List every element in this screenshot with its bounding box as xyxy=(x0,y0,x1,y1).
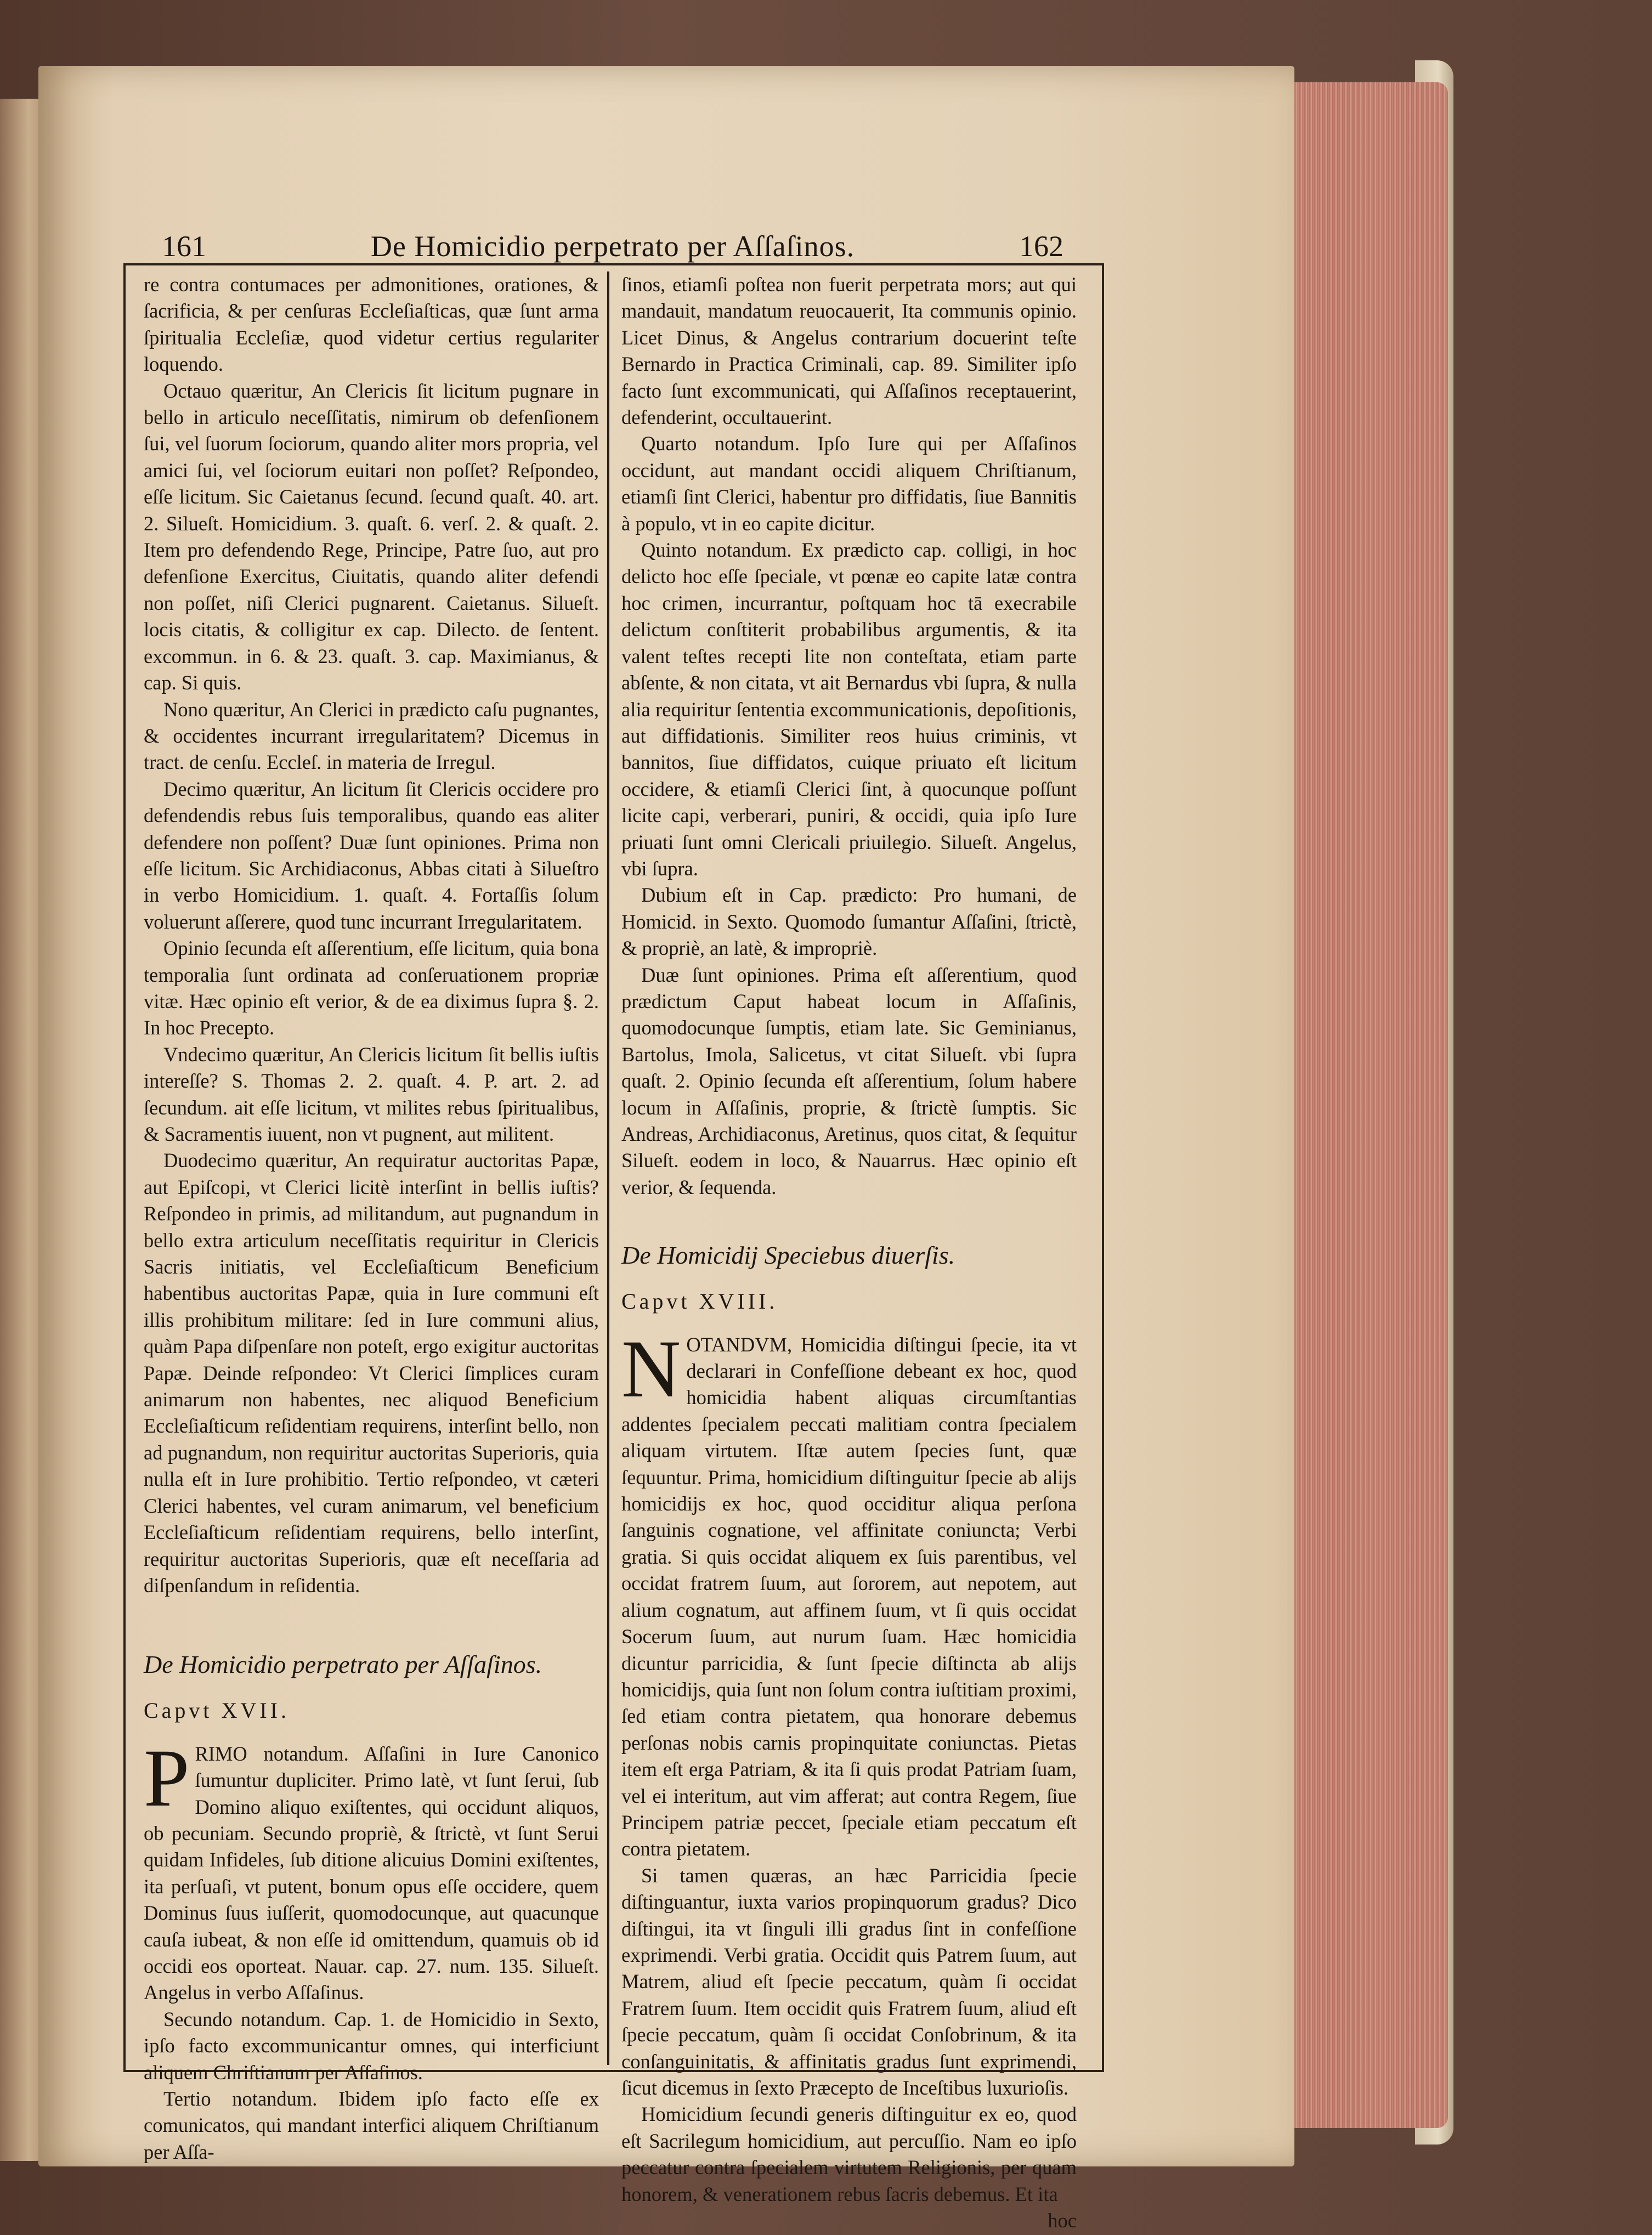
page-number-right: 162 xyxy=(1019,230,1063,263)
paragraph: Duæ ſunt opiniones. Prima eſt aſſerentium, quod prædictum Caput habeat locum in Aſſaſinis, quomodocunque ſumptis, etiam late. Sic Geminianus, Bartolus, Imola, Salicetus, vt citat Silueſt. vbi ſupra quaſt. 2. Opinio ſecunda eſt aſſerentium, ſolum habere locum in Aſſaſinis, proprie, & ſtrictè ſumptis. Sic Andreas, Archidiaconus, Aretinus, quos citat, & ſequitur Silueſt. eodem in loco, & Nauarrus. Hæc opinio eſt verior, & ſequenda. xyxy=(621,963,1077,1198)
paragraph: Vndecimo quæritur, An Clericis licitum ſit bellis iuſtis intereſſe? S. Thomas 2. 2. quaſt. 4. P. art. 2. ad ſecundum. ait eſſe licitum, vt milites rebus ſpiritualibus, & Sacramentis iuuent, non vt pugnent, aut militent. xyxy=(144,1043,599,1145)
page-fore-edge xyxy=(1283,82,1448,2128)
paragraph: re contra contumaces per admonitiones, orationes, & ſacrificia, & per cenſuras Eccleſiaſticas, quæ ſunt arma ſpiritualia Eccleſiæ, quod videtur certius regulariter loquendo. xyxy=(144,273,599,376)
paragraph: ſinos, etiamſi poſtea non fuerit perpetrata mors; aut qui mandauit, mandatum reuocauerit, Ita communis opinio. Licet Dinus, & Angelus contrarium docuerint teſte Bernardo in Practica Criminali, cap. 89. Similiter ipſo facto ſunt excommunicati, qui Aſſaſinos receptauerint, defenderint, occultauerint. xyxy=(621,273,1077,429)
page-number-left: 161 xyxy=(162,230,206,263)
paragraph: Dubium eſt in Cap. prædicto: Pro humani, de Homicid. in Sexto. Quomodo ſumantur Aſſaſini, ſtrictè, & propriè, an latè, & impropriè. xyxy=(621,884,1077,960)
drop-cap: P xyxy=(144,1732,190,1824)
chapter-heading: Capvt XVIII. xyxy=(621,1289,778,1314)
paragraph: Decimo quæritur, An licitum ſit Clericis occidere pro defendendis rebus ſuis temporalibus, quando eas aliter defendere non poſſent? Duæ ſunt opiniones. Prima non eſſe licitum. Sic Archidiaconus, Abbas citati à Silueſtro in verbo Homicidium. 1. quaſt. 4. Fortaſſis ſolum voluerunt aſſerere, quod tunc incurrant Irregularitatem. xyxy=(144,777,599,933)
catchword: hoc xyxy=(1048,2209,1077,2232)
paragraph: Quarto notandum. Ipſo Iure qui per Aſſaſinos occidunt, aut mandant occidi aliquem Chriſtianum, etiamſi ſint Clerici, habentur pro diffidatis, ſiue Bannitis à populo, vt in eo capite dicitur. xyxy=(621,432,1077,535)
paragraph: Homicidium ſecundi generis diſtinguitur ex eo, quod eſt Sacrilegum homicidium, aut percuſſio. Nam eo ipſo peccatur contra ſpecialem virtutem Religionis, per quam honorem, & venerationem rebus ſacris debemus. Et ita xyxy=(621,2103,1077,2205)
paragraph: Secundo notandum. Cap. 1. de Homicidio in Sexto, ipſo facto excommunicantur omnes, qui interficiunt aliquem Chriſtianum per Aſſaſinos. xyxy=(144,2007,599,2084)
running-head xyxy=(123,229,1102,262)
paragraph: Quinto notandum. Ex prædicto cap. colligi, in hoc delicto hoc eſſe ſpeciale, vt pœnæ eo capite latæ contra hoc crimen, incurrantur, poſtquam hoc tā execrabile delictum conſtiterit probabilibus argumentis, & ita valent teſtes recepti lite non conteſtata, etiam parte abſente, & non citata, vt ait Bernardus vbi ſupra, & nulla alia requiritur ſententia excommunicationis, depoſitionis, aut diffidationis. Similiter reos huius criminis, vt bannitos, ſiue diffidatos, cuique priuato eſt licitum occidere, & etiamſi Clerici ſint, à quocunque poſſunt licite capi, verberari, puniri, & occidi, quia ipſo Iure priuati ſunt omni Clericali priuilegio. Silueſt. Angelus, vbi ſupra. xyxy=(621,539,1077,880)
paragraph: RIMO notandum. Aſſaſini in Iure Canonico ſumuntur dupliciter. Primo latè, vt ſunt ſerui, ſub Domino aliquo exiſtentes, qui occidunt aliquos, ob pecuniam. Secundo propriè, & ſtrictè, vt ſunt Serui quidam Infideles, ſub ditione alicuius Domini exiſtentes, ita perſuaſi, vt putent, bonum opus eſſe occidere, quem Dominus ſuus iuſſerit, quomodocunque, aut quacunque cauſa iubeat, & non eſſe id omittendum, quamuis ob id occidi eos oporteat. Nauar. cap. 27. num. 135. Silueſt. Angelus in verbo Aſſaſinus. xyxy=(144,1742,599,2004)
section-title: De Homicidij Speciebus diuerſis. xyxy=(621,1241,955,1270)
chapter-heading: Capvt XVII. xyxy=(144,1698,290,1723)
paragraph: OTANDVM, Homicidia diſtingui ſpecie, ita vt declarari in Confeſſione debeant ex hoc, quod homicidia habent aliquas circumſtantias addentes ſpecialem peccati malitiam contra ſpecialem aliquam virtutem. Iſtæ autem ſpecies ſunt, quæ ſequuntur. Prima, homicidium diſtinguitur ſpecie ab alijs homicidijs ex hoc, quod occiditur aliqua perſona ſanguinis cognatione, vel affinitate coniuncta; Verbi gratia. Si quis occidat aliquem ex ſuis parentibus, vel occidat fratrem ſuum, aut ſororem, aut nepotem, aut alium cognatum, aut affinem ſuum, vt ſi quis occidat Socerum ſuum, aut nurum ſuam. Hæc homicidia dicuntur parricidia, & ſunt ſpecie diſtincta ab alijs homicidijs, quia ſunt non ſolum contra iuſtitiam proximi, ſed etiam contra pietatem, qua honorare debemus perſonas nobis carnis propinquitate coniunctas. Pietas item eſt erga Patriam, & ita ſi quis prodat Patriam ſuam, vel ei interitum, aut vim afferat; aut contra Regem, ſiue Principem patriæ peccet, ſpeciale etiam peccatum eſt contra pietatem. xyxy=(621,1333,1077,1860)
paragraph: Octauo quæritur, An Clericis ſit licitum pugnare in bello in articulo neceſſitatis, nimirum ob defenſionem ſui, vel ſuorum ſociorum, quando aliter mors propria, vel amici ſui, vel ſociorum euitari non poſſet? Reſpondeo, eſſe licitum. Sic Caietanus ſecund. ſecund quaſt. 40. art. 2. Silueſt. Homicidium. 3. quaſt. 6. verſ. 2. & quaſt. 2. Item pro defendendo Rege, Principe, Patre ſuo, aut pro defenſione Exercitus, Ciuitatis, quando aliter defendi non poſſet, niſi Clerici pugnarent. Caietanus. Silueſt. locis citatis, & colligitur ex cap. Dilecto. de ſentent. excommun. in 6. & 23. quaſt. 3. cap. Maximianus, & cap. Si quis. xyxy=(144,379,599,694)
running-title: De Homicidio perpetrato per Aſſaſinos. xyxy=(370,230,855,263)
column-rule xyxy=(607,271,609,2065)
paragraph: Duodecimo quæritur, An requiratur auctoritas Papæ, aut Epiſcopi, vt Clerici licitè interſint in bellis iuſtis? Reſpondeo in primis, ad militandum, aut pugnandum in bello extra articulum neceſſitatis requiritur in Clericis Sacris initiatis, vel Eccleſiaſticum Beneficium habentibus auctoritas Papæ, quia in Iure communi eſt illis prohibitum militare: ſed in Iure communi alius, quàm Papa diſpenſare non poteſt, ergo exigitur auctoritas Papæ. Deinde reſpondeo: Vt Clerici ſimplices curam animarum non habentes, nec aliquod Beneficium Eccleſiaſticum reſidentiam requirens, interſint bello, non ad pugnandum, non requiritur auctoritas Superioris, quia nulla eſt in Iure prohibitio. Tertio reſpondeo, vt cæteri Clerici habentes, vel curam animarum, vel beneficium Eccleſiaſticum reſidentiam requirens, bello interſint, requiritur auctoritas Superioris, quæ eſt neceſſaria ad diſpenſandum in reſidentia. xyxy=(144,1149,599,1597)
section-title: De Homicidio perpetrato per Aſſaſinos. xyxy=(144,1650,542,1679)
paragraph: Nono quæritur, An Clerici in prædicto caſu pugnantes, & occidentes incurrant irregularitatem? Dicemus in tract. de cenſu. Eccleſ. in materia de Irregul. xyxy=(144,698,599,774)
paragraph: Opinio ſecunda eſt aſſerentium, eſſe licitum, quia bona temporalia ſunt ordinata ad conſeruationem propriæ vitæ. Hæc opinio eſt verior, & de ea diximus ſupra §. 2. In hoc Precepto. xyxy=(144,937,599,1039)
drop-cap: N xyxy=(621,1323,681,1414)
left-column xyxy=(144,271,599,2165)
paragraph: Si tamen quæras, an hæc Parricidia ſpecie diſtinguantur, iuxta varios propinquorum gradus? Dico diſtingui, ita vt ſinguli illi gradus ſint in confeſſione exprimendi. Verbi gratia. Occidit quis Patrem ſuum, aut Matrem, aliud eſt ſpecie peccatum, quàm ſi occidat Fratrem ſuum. Item occidit quis Fratrem ſuum, aliud eſt ſpecie peccatum, quàm ſi occidat Conſobrinum, & ita conſanguinitatis, & affinitatis gradus ſunt exprimendi, ſicut dicemus in ſexto Præcepto de Inceſtibus luxurioſis. xyxy=(621,1864,1077,2099)
right-column xyxy=(621,271,1077,2234)
paragraph: Tertio notandum. Ibidem ipſo facto eſſe ex comunicatos, qui mandant interfici aliquem Chriſtianum per Aſſa- xyxy=(144,2087,599,2163)
